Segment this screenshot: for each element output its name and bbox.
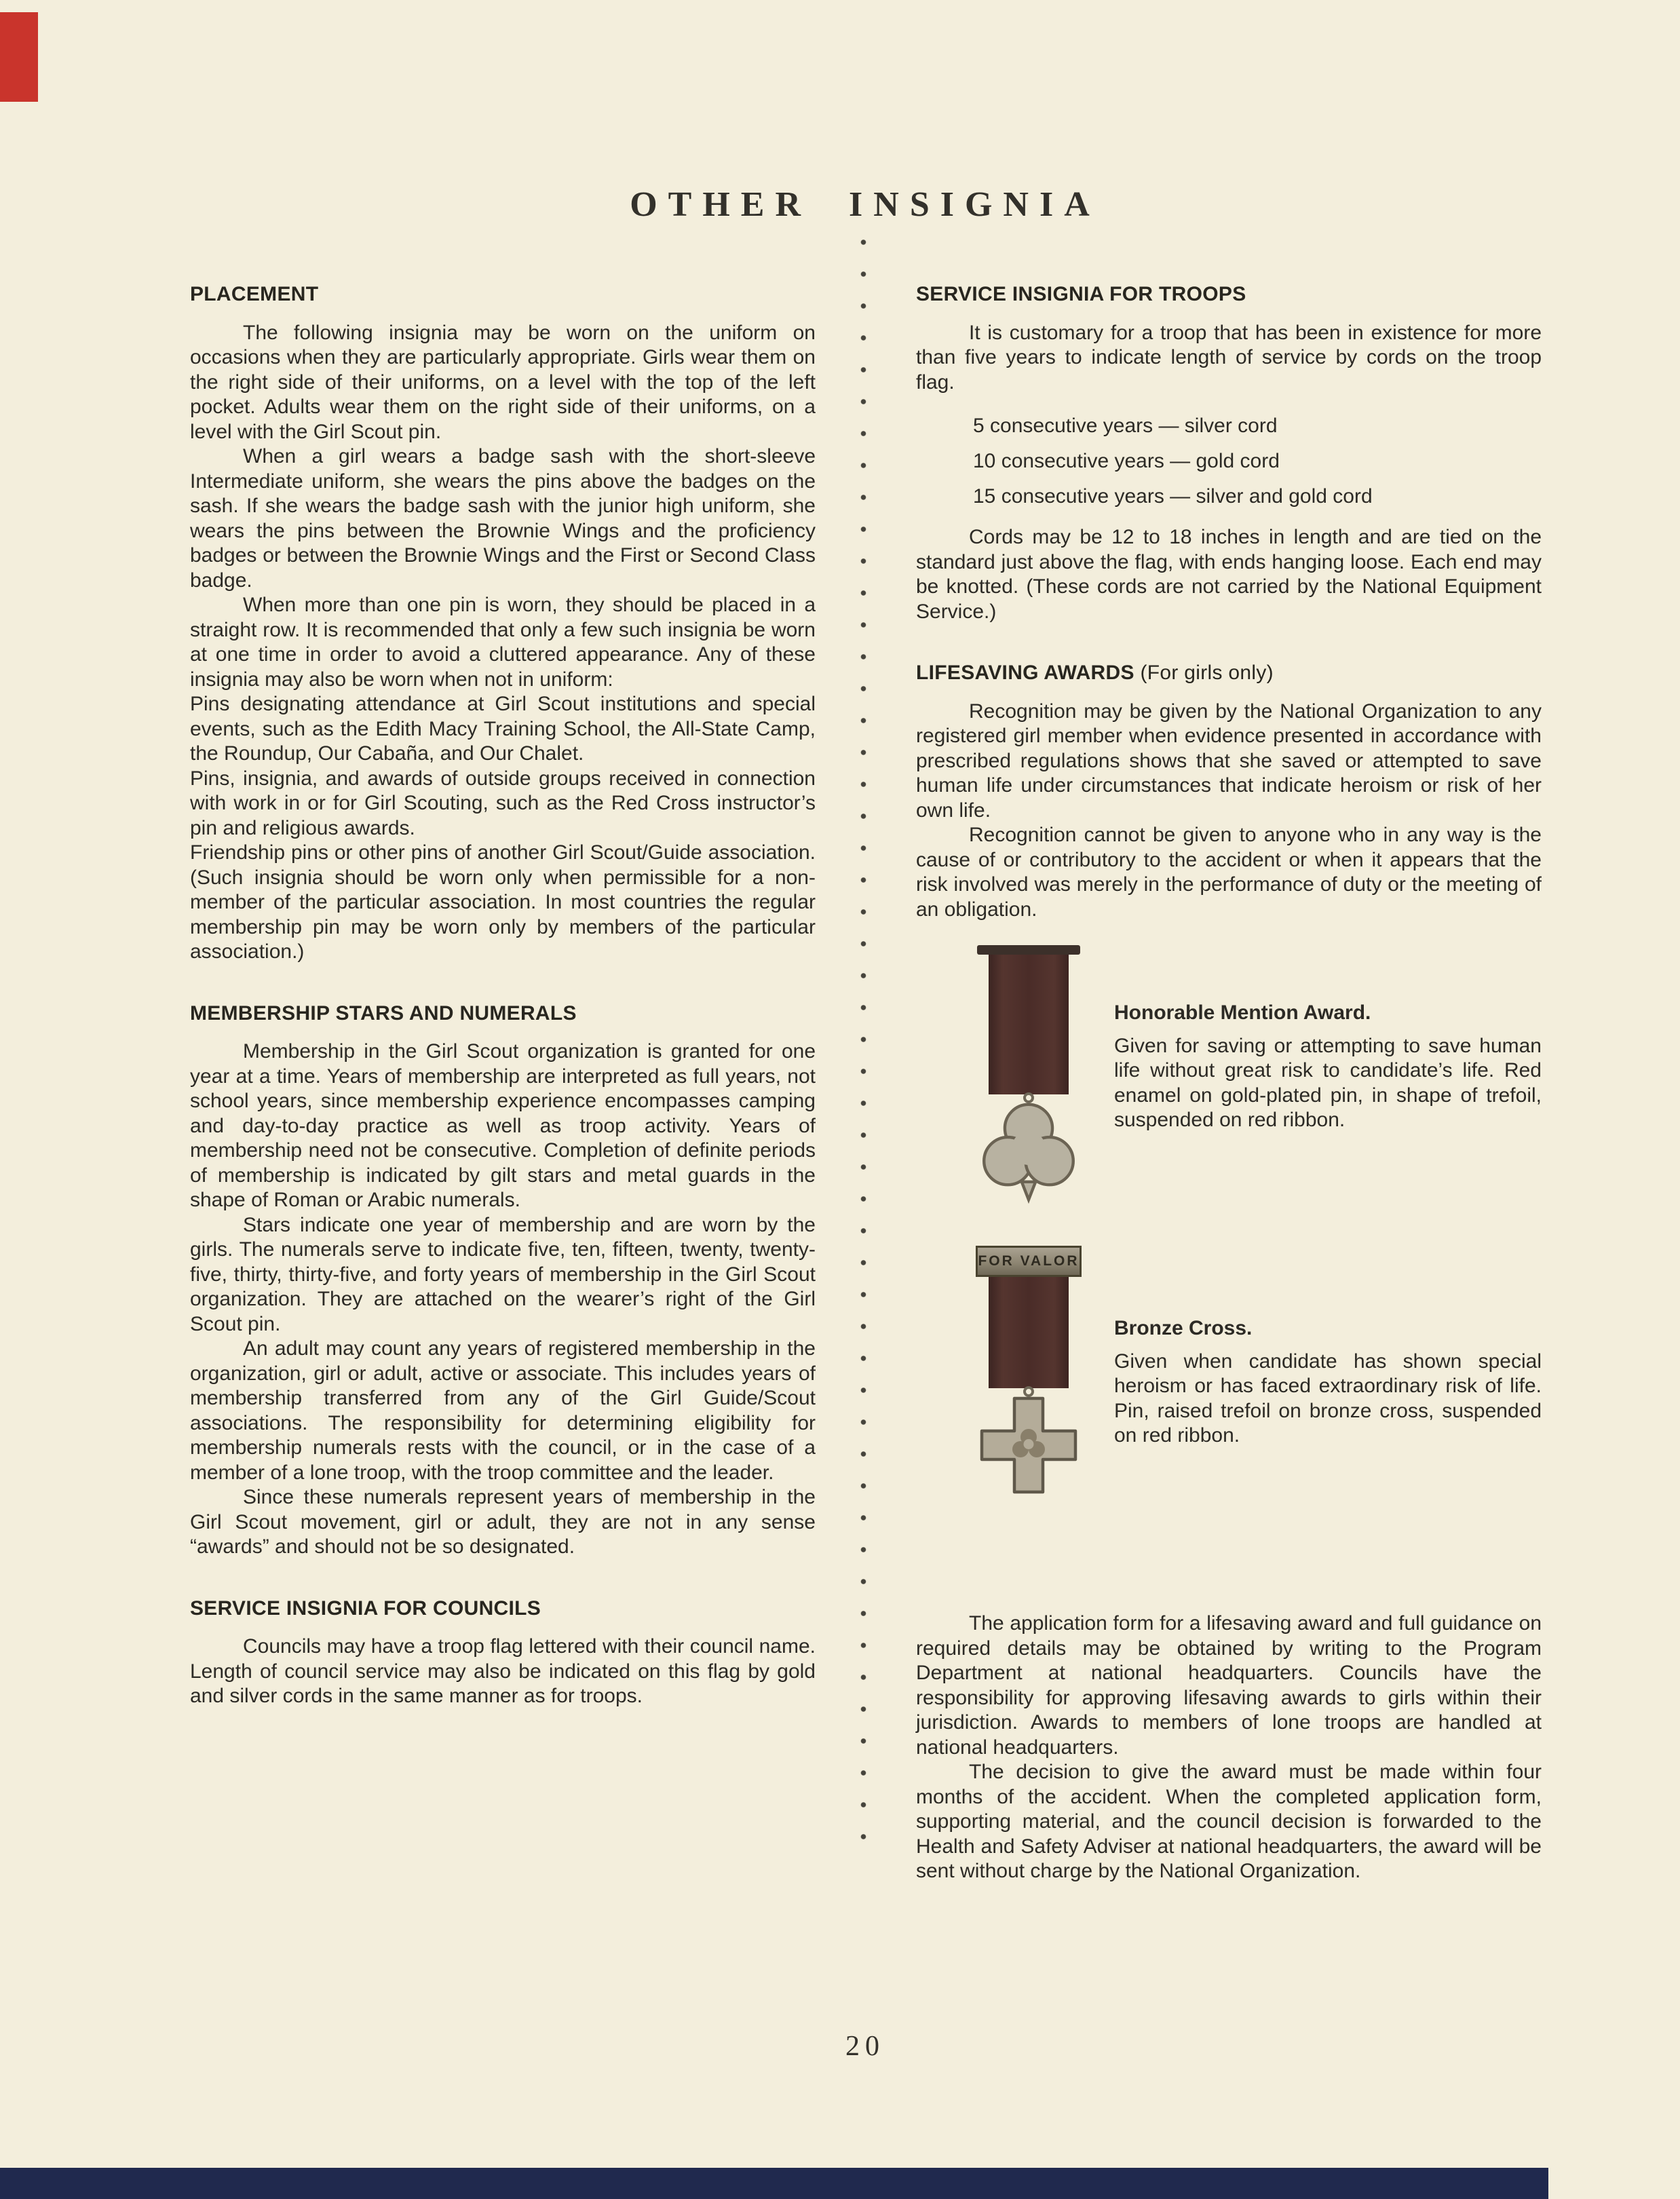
left-column — [190, 282, 816, 1709]
heading-lifesaving-note: (For girls only) — [1140, 662, 1274, 684]
heading-service-councils: SERVICE INSIGNIA FOR COUNCILS — [190, 1596, 541, 1620]
heading-lifesaving-label: LIFESAVING AWARDS — [916, 662, 1134, 684]
list-item: 5 consecutive years — silver cord — [973, 415, 1278, 437]
paragraph: Cords may be 12 to 18 inches in length and are tied on the standard just above the flag, with ends hanging loose. Each end may be knotted. (These cords are not carried by the National Equipment Service.) — [916, 526, 1542, 623]
paragraph: When a girl wears a badge sash with the short-sleeve Intermediate uniform, she wears the pins above the badges on the sash. If she wears the badge sash with the junior high uniform, she wears the pins between the Brownie Wings and the proficiency badges or between the Brownie Wings and the First or Second Class badge. — [190, 445, 816, 592]
column-divider-dots — [860, 239, 866, 1847]
right-column — [916, 282, 1542, 1884]
trefoil-pendant-icon — [978, 1101, 1079, 1204]
page-title: OTHER INSIGNIA — [630, 185, 1101, 224]
paragraph: Recognition may be given by the National Organization to any registered girl member when evidence presented in accordance with prescribed regulations shows that she saved or attempted to save human life under circumstances that indicate heroism or risk of her own life. — [916, 700, 1542, 822]
for-valor-bar: FOR VALOR — [976, 1246, 1082, 1277]
paragraph: The application form for a lifesaving award and full guidance on required details may be obtained by writing to the Program Department at national headquarters. Councils have the responsibility for approving lifesaving awards to girls within their jurisdiction. Awards to members of lone troops are handled at national headquarters. — [916, 1612, 1542, 1759]
medal-title: Bronze Cross. — [1114, 1317, 1253, 1339]
indented-paragraph: Pins, insignia, and awards of outside groups received in connection with work in or for Girl Scouting, such as the Red Cross instructor’s pin and religious awards. — [190, 767, 816, 839]
heading-lifesaving-awards — [916, 661, 1542, 686]
paragraph: Stars indicate one year of membership and are worn by the girls. The numerals serve to indicate five, ten, fifteen, twenty, twenty-five, thirty, thirty-five, and forty years of membership in the Girl Scout organization. They are attached on the wearer’s right of the Girl Scout pin. — [190, 1213, 816, 1335]
medal-title: Honorable Mention Award. — [1114, 1001, 1371, 1024]
list-item: 15 consecutive years — silver and gold cord — [973, 485, 1373, 508]
paragraph: The decision to give the award must be made within four months of the accident. When the completed application form, supporting material, and the council decision is forwarded to the Health and Safety Adviser at national headquarters, the award will be sent without charge by the National Organization. — [916, 1761, 1542, 1882]
list-item: 10 consecutive years — gold cord — [973, 450, 1280, 472]
medal-ribbon — [989, 955, 1069, 1094]
bronze-cross-row — [916, 1246, 1542, 1496]
paragraph: An adult may count any years of registered membership in the organization, girl or adult, active or associate. This includes years of membership transferred from any of the Girl Guide/Scout associations. The responsibility for determining eligibility for membership numerals rests with the council, or in the case of a member of a lone troop, with the troop committee and the leader. — [190, 1337, 816, 1484]
heading-service-troops: SERVICE INSIGNIA FOR TROOPS — [916, 283, 1246, 305]
bronze-cross-medal — [916, 1246, 1114, 1496]
honorable-mention-medal — [916, 945, 1114, 1204]
heading-membership-stars: MEMBERSHIP STARS AND NUMERALS — [190, 1001, 577, 1025]
medal-pin-bar — [977, 945, 1080, 955]
honorable-mention-row — [916, 945, 1542, 1204]
bottom-edge-strip — [0, 2168, 1548, 2199]
bronze-cross-description — [1114, 1246, 1542, 1496]
honorable-mention-description — [1114, 945, 1542, 1204]
paragraph: When more than one pin is worn, they should be placed in a straight row. It is recommended that only a few such insignia be worn at one time in order to avoid a cluttered appearance. Any of these insignia may also be worn when not in uniform: — [190, 594, 816, 691]
paragraph: Membership in the Girl Scout organization is granted for one year at a time. Years of membership are interpreted as full years, not school years, since membership experience encompasses camping and day-to-day practice as well as troop activity. Years of membership need not be consecutive. Completion of definite periods of membership is indicated by gilt stars and metal guards in the shape of Roman or Arabic numerals. — [190, 1040, 816, 1211]
paragraph: The following insignia may be worn on the uniform on occasions when they are particularly appropriate. Girls wear them on the right side of their uniforms, on a level with the top of the left pocket. Adults wear them on the right side of their uniforms, on a level with the Girl Scout pin. — [190, 321, 816, 443]
service-cords-list — [973, 408, 1542, 514]
paragraph: Councils may have a troop flag lettered with their council name. Length of council service may also be indicated on this flag by gold and silver cords in the same manner as for troops. — [190, 1635, 816, 1707]
paragraph: Given for saving or attempting to save human life without great risk to candidate’s life. Red enamel on gold-plated pin, in shape of trefoil, suspended on red ribbon. — [1114, 1034, 1542, 1131]
paragraph: Since these numerals represent years of membership in the Girl Scout movement, girl or adult, they are not in any sense “awards” and should not be so designated. — [190, 1486, 816, 1558]
indented-paragraph: Pins designating attendance at Girl Scout institutions and special events, such as the Edith Macy Training School, the All-State Camp, the Roundup, Our Cabaña, and Our Chalet. — [190, 693, 816, 765]
medal-ribbon — [989, 1277, 1069, 1388]
page-number: 20 — [845, 2031, 885, 2062]
indented-paragraph: Friendship pins or other pins of another Girl Scout/Guide association. (Such insignia should be worn only when permissible for a non-member of the particular association. In most countries the regular membership pin may be worn only by members of the particular association.) — [190, 841, 816, 963]
paragraph: It is customary for a troop that has been in existence for more than five years to indicate length of service by cords on the troop flag. — [916, 321, 1542, 394]
paragraph: Recognition cannot be given to anyone who in any way is the cause of or contributory to the accident or when it appears that the risk involved was merely in the performance of duty or the meeting of an obligation. — [916, 824, 1542, 921]
paragraph: Given when candidate has shown special heroism or has faced extraordinary risk of life. Pin, raised trefoil on bronze cross, suspended on red ribbon. — [1114, 1350, 1542, 1447]
cross-pendant-icon — [978, 1394, 1080, 1496]
red-corner-mark — [0, 12, 38, 102]
heading-placement: PLACEMENT — [190, 283, 319, 305]
